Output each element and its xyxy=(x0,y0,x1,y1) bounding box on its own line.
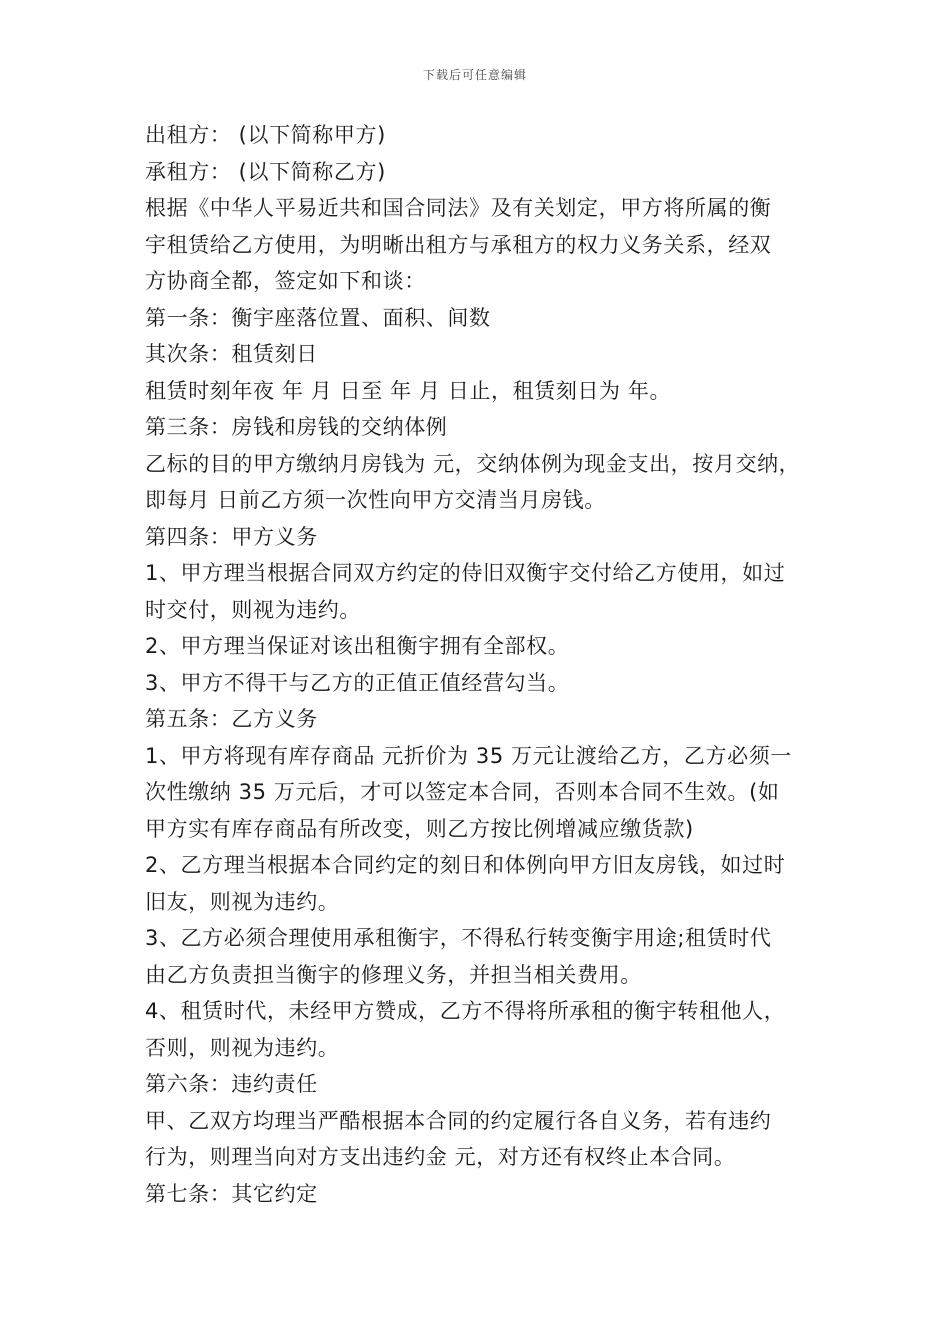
text-line: 4、租赁时代，未经甲方赞成，乙方不得将所承租的衡宇转租他人， xyxy=(145,999,786,1023)
text-line: 甲方实有库存商品有所改变，则乙方按比例增减应缴货款) xyxy=(145,816,694,841)
text-line: 1、甲方理当根据合同双方约定的侍旧双衡宇交付给乙方使用，如过 xyxy=(145,561,786,585)
section-heading: 第六条：违约责任 xyxy=(145,1072,318,1096)
text-line: 3、甲方不得干与乙方的正值正值经营勾当。 xyxy=(145,670,570,695)
text-line: 3、乙方必须合理使用承租衡宇，不得私行转变衡宇用途;租赁时代 xyxy=(145,926,772,950)
text-line: 乙标的目的甲方缴纳月房钱为 元，交纳体例为现金支出，按月交纳， xyxy=(145,451,801,476)
section-heading: 第四条：甲方义务 xyxy=(145,524,318,549)
text-line: 出租方： (以下简称甲方) xyxy=(145,123,386,147)
text-line: 否则，则视为违约。 xyxy=(145,1035,340,1060)
section-heading: 第五条：乙方义务 xyxy=(145,707,318,731)
text-line: 2、甲方理当保证对该出租衡宇拥有全部权。 xyxy=(145,634,570,658)
text-line: 1、甲方将现有库存商品 元折价为 35 万元让渡给乙方，乙方必须一 xyxy=(145,743,792,768)
section-heading: 其次条：租赁刻日 xyxy=(145,342,318,366)
text-line: 由乙方负责担当衡宇的修理义务，并担当相关费用。 xyxy=(145,962,642,987)
header-note: 下载后可任意编辑 xyxy=(422,68,527,82)
text-line: 方协商全都，签定如下和谈： xyxy=(145,269,426,293)
text-line: 时交付，则视为违约。 xyxy=(145,597,361,622)
text-line: 旧友，则视为违约。 xyxy=(145,889,340,914)
text-line: 2、乙方理当根据本合同约定的刻日和体例向甲方旧友房钱，如过时 xyxy=(145,853,786,877)
text-line: 行为，则理当向对方支出违约金 元，对方还有权终止本合同。 xyxy=(145,1145,736,1169)
text-line: 承租方： (以下简称乙方) xyxy=(145,159,386,184)
text-line: 宇租赁给乙方使用，为明晰出租方与承租方的权力义务关系，经双 xyxy=(145,232,772,257)
text-line: 次性缴纳 35 万元后，才可以签定本合同，否则本合同不生效。(如 xyxy=(145,780,780,804)
text-line: 即每月 日前乙方须一次性向甲方交清当月房钱。 xyxy=(145,488,606,512)
contract-body xyxy=(145,117,815,1212)
text-line: 根据《中华人平易近共和国合同法》及有关划定，甲方将所属的衡 xyxy=(145,196,772,220)
section-heading: 第三条：房钱和房钱的交纳体例 xyxy=(145,415,448,439)
section-heading: 第七条：其它约定 xyxy=(145,1181,318,1206)
text-line: 甲、乙双方均理当严酷根据本合同的约定履行各自义务，若有违约 xyxy=(145,1108,772,1133)
text-line: 租赁时刻年夜 年 月 日至 年 月 日止，租赁刻日为 年。 xyxy=(145,378,672,403)
section-heading: 第一条：衡宇座落位置、面积、间数 xyxy=(145,305,491,330)
